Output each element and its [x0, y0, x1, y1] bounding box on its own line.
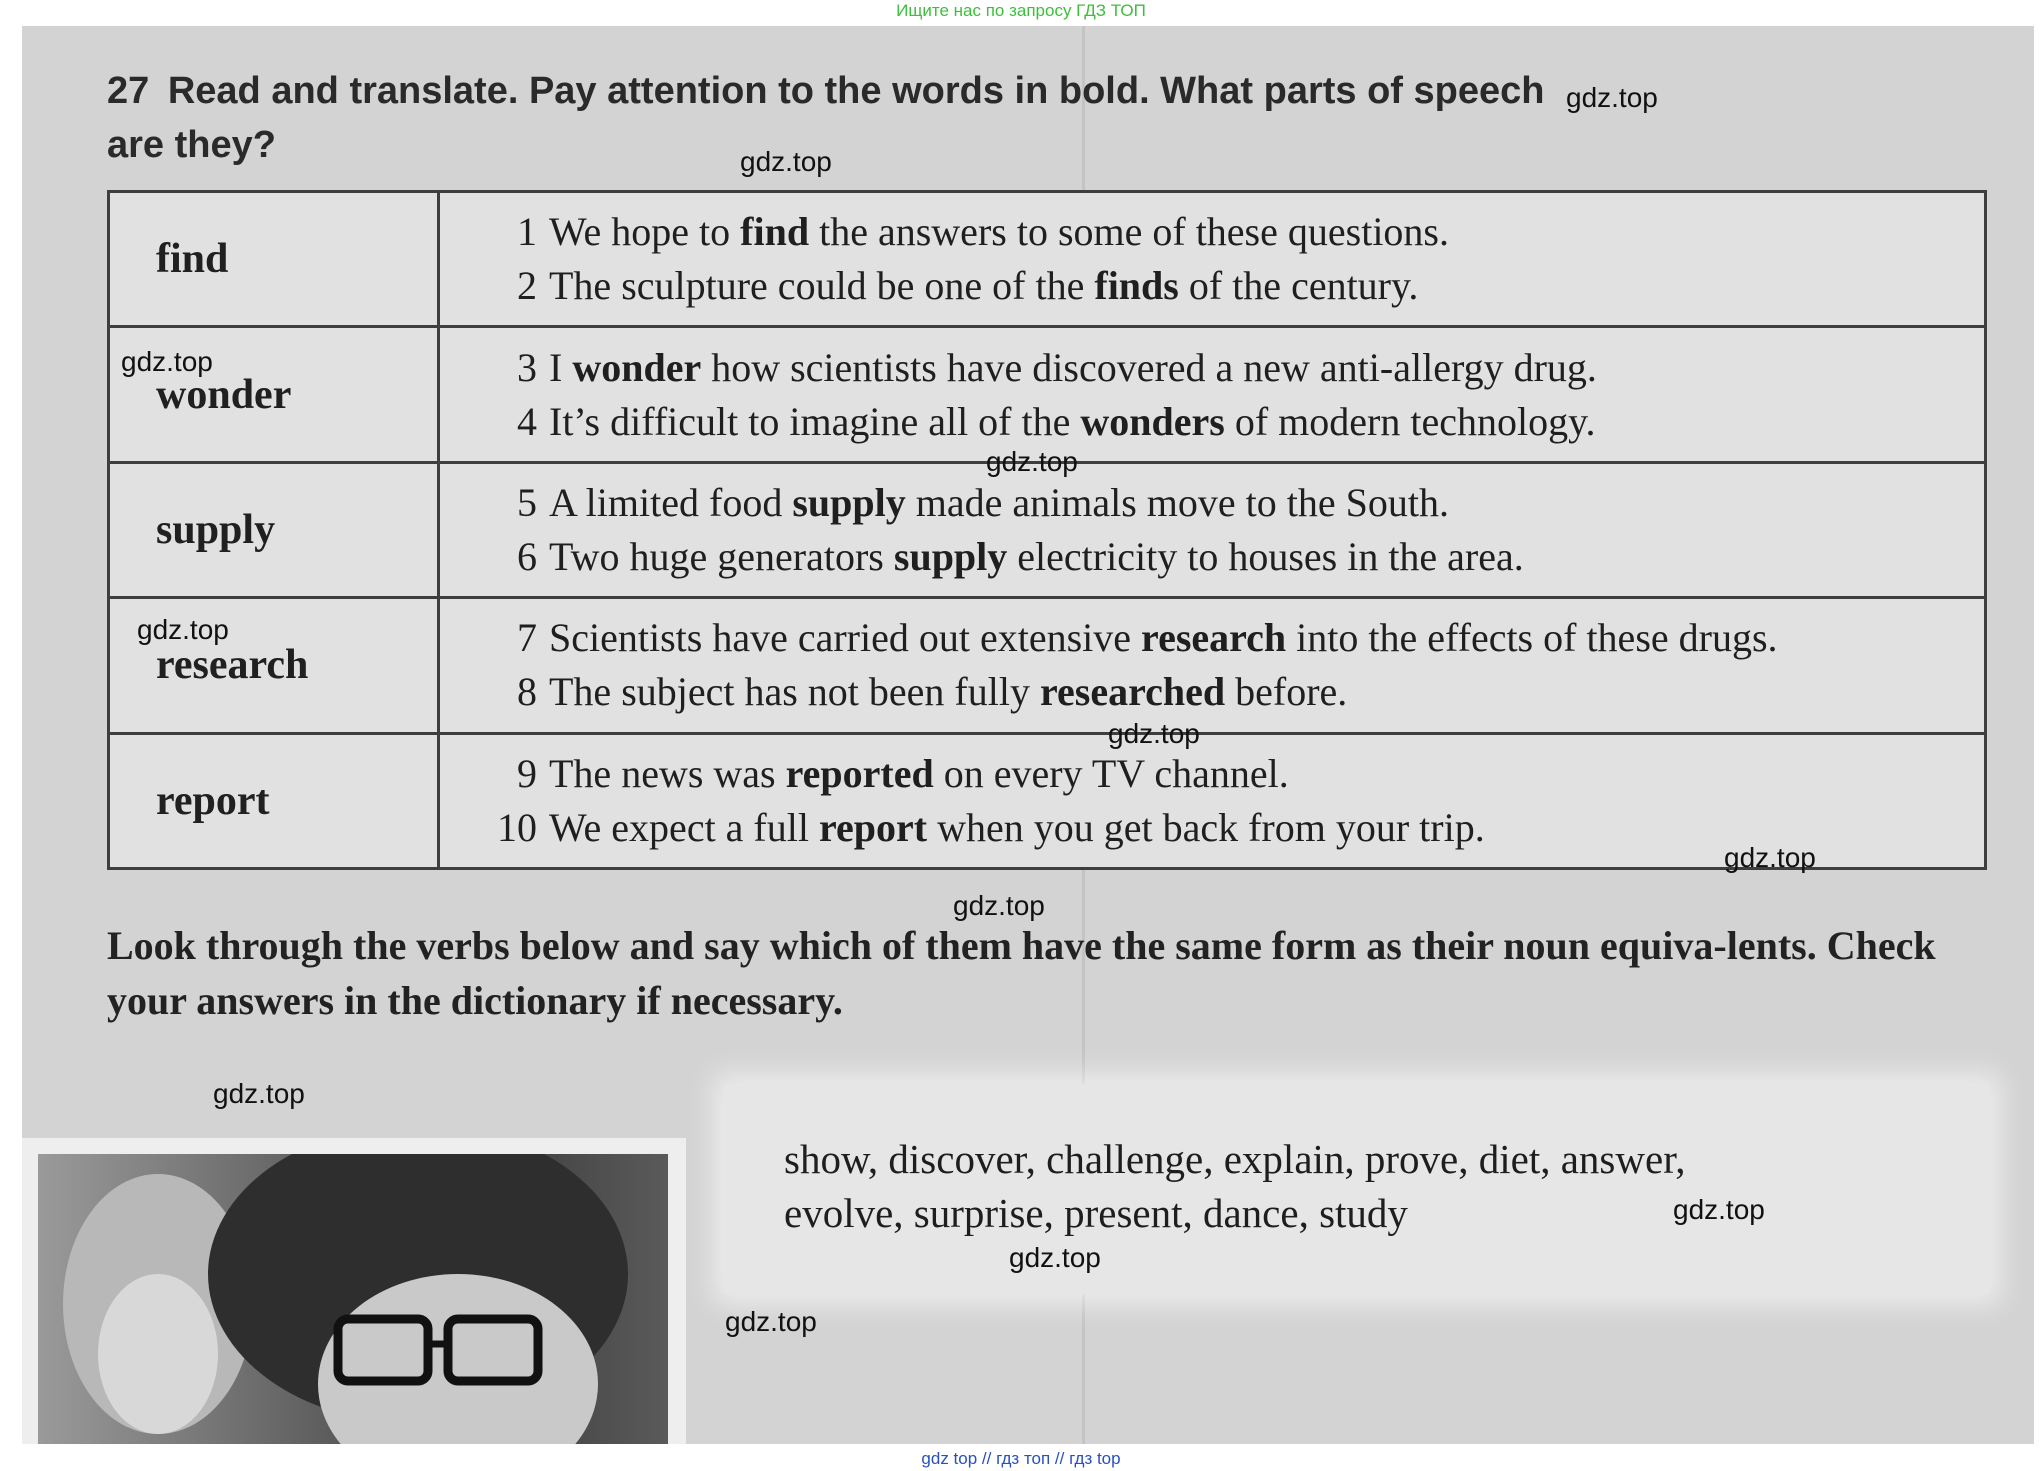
- verbs-box: [724, 1084, 1990, 1294]
- sentence-text: A limited food: [549, 479, 793, 525]
- exercise-title: Read and translate. Pay attention to the words in bold. What parts of speech are they?: [107, 70, 1545, 166]
- student-photo-illustration: [38, 1154, 668, 1444]
- table-row: [109, 733, 1986, 868]
- table-row: [109, 192, 1986, 327]
- watermark: gdz.top: [1724, 842, 1816, 873]
- sentence-number: 6: [517, 533, 537, 579]
- sentence-text: The news was: [549, 750, 786, 796]
- sentence-text: Two huge generators: [549, 533, 894, 579]
- example-sentences: [439, 462, 1986, 597]
- example-sentence: [485, 476, 1983, 530]
- bold-word: report: [818, 804, 928, 850]
- sentence-text: We hope to: [549, 209, 741, 255]
- sentence-text: It’s difficult to imagine all of the: [549, 398, 1081, 444]
- example-sentences: [439, 327, 1986, 462]
- word-term: research: [109, 598, 439, 733]
- watermark: gdz.top: [1673, 1194, 1765, 1225]
- bold-word: supply: [893, 533, 1008, 579]
- example-sentence: [485, 395, 1983, 449]
- bold-word: wonder: [572, 344, 702, 390]
- watermark: gdz.top: [1108, 718, 1200, 749]
- bold-word: researched: [1039, 669, 1226, 715]
- verbs-list: [784, 1132, 1964, 1240]
- sentence-text: The sculpture could be one of the: [549, 263, 1095, 309]
- sentence-number: 3: [517, 344, 537, 390]
- example-sentences: [439, 192, 1986, 327]
- sentence-number: 9: [517, 750, 537, 796]
- bold-word: find: [740, 209, 810, 255]
- sentence-text: the answers to some of these questions.: [809, 209, 1449, 255]
- word-term: report: [109, 733, 439, 868]
- sentence-number: 5: [517, 479, 537, 525]
- word-term: find: [109, 192, 439, 327]
- sentence-text: The subject has not been fully: [549, 669, 1040, 715]
- word-table: [107, 190, 1987, 870]
- verbs-line-2: evolve, surprise, present, dance, study: [784, 1190, 1408, 1236]
- sentence-text: made animals move to the South.: [905, 479, 1449, 525]
- sentence-number: 4: [517, 398, 537, 444]
- sentence-number: 2: [517, 263, 537, 309]
- example-sentence: [485, 747, 1983, 801]
- sentence-number: 8: [517, 669, 537, 715]
- top-banner[interactable]: Ищите нас по запросу ГДЗ ТОП: [896, 1, 1146, 20]
- bold-word: finds: [1094, 263, 1179, 309]
- photo-frame: [22, 1138, 686, 1444]
- sentence-text: We expect a full: [549, 804, 819, 850]
- sentence-text: when you get back from your trip.: [927, 804, 1485, 850]
- exercise-number: 27: [107, 70, 150, 112]
- verbs-line-1: show, discover, challenge, explain, prove, diet, answer,: [784, 1136, 1686, 1182]
- sentence-number: 1: [517, 209, 537, 255]
- watermark: gdz.top: [1009, 1242, 1101, 1273]
- bold-word: supply: [792, 479, 906, 525]
- example-sentence: [485, 205, 1983, 259]
- example-sentences: [439, 598, 1986, 733]
- example-sentence: [485, 259, 1983, 313]
- table-row: [109, 327, 1986, 462]
- instruction-text: Look through the verbs below and say which of them have the same form as their noun equiva-lents. Check your answers in the dictionary if necessary.: [107, 923, 1936, 1023]
- watermark: gdz.top: [953, 890, 1045, 921]
- photo-image: [38, 1154, 668, 1444]
- bold-word: research: [1141, 615, 1287, 661]
- watermark: gdz.top: [121, 346, 213, 377]
- example-sentence: [485, 530, 1983, 584]
- watermark: gdz.top: [986, 446, 1078, 477]
- watermark: gdz.top: [725, 1306, 817, 1337]
- footer-links[interactable]: gdz top // гдз топ // гдз top: [0, 1447, 2042, 1471]
- example-sentence: [485, 341, 1983, 395]
- sentence-text: how scientists have discovered a new anti-allergy drug.: [701, 344, 1597, 390]
- bold-word: reported: [785, 750, 934, 796]
- sentence-text: electricity to houses in the area.: [1007, 533, 1524, 579]
- bold-word: wonders: [1080, 398, 1225, 444]
- sentence-number: 7: [517, 615, 537, 661]
- sentence-text: Scientists have carried out extensive: [549, 615, 1142, 661]
- sentence-text: of modern technology.: [1224, 398, 1596, 444]
- example-sentence: [485, 611, 1983, 665]
- word-term: wonder: [109, 327, 439, 462]
- textbook-page: [22, 26, 2034, 1444]
- sentence-text: on every TV channel.: [933, 750, 1289, 796]
- sentence-text: into the effects of these drugs.: [1286, 615, 1778, 661]
- word-term: supply: [109, 462, 439, 597]
- table-row: [109, 462, 1986, 597]
- example-sentence: [485, 665, 1983, 719]
- watermark: gdz.top: [740, 146, 832, 177]
- sentence-text: I: [549, 344, 573, 390]
- watermark: gdz.top: [1566, 82, 1658, 113]
- watermark: gdz.top: [137, 614, 229, 645]
- sentence-text: of the century.: [1178, 263, 1419, 309]
- watermark: gdz.top: [213, 1078, 305, 1109]
- table-row: [109, 598, 1986, 733]
- sentence-number: 10: [497, 804, 537, 850]
- sentence-text: before.: [1225, 669, 1348, 715]
